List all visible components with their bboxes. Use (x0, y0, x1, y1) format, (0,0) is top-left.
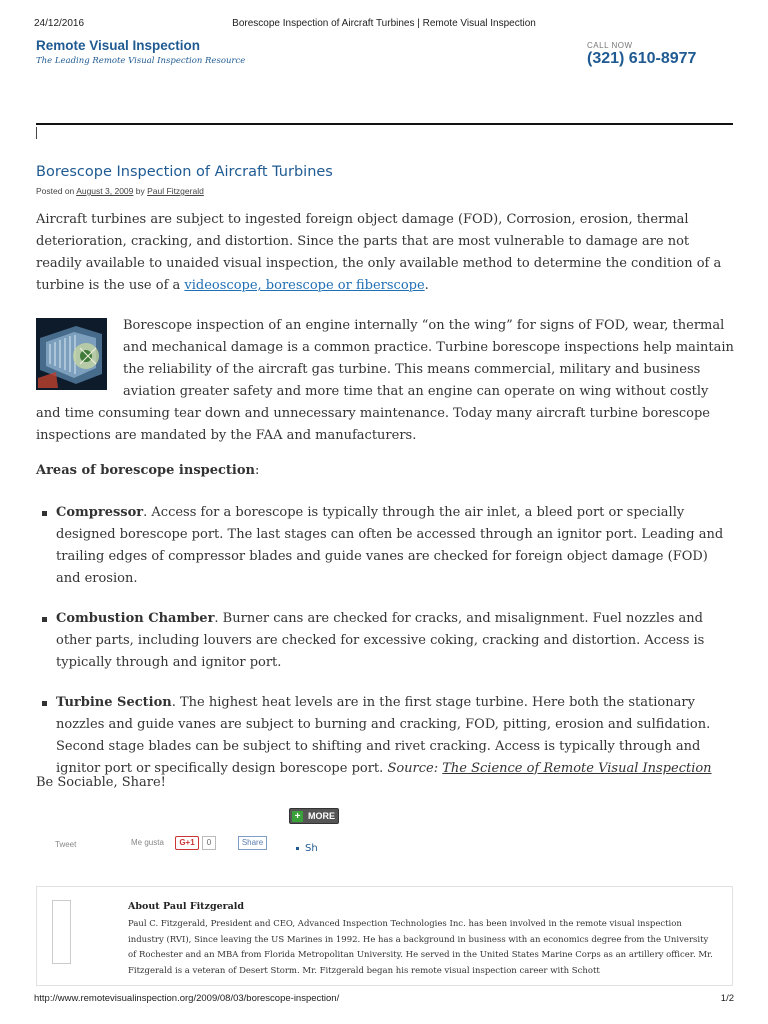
google-plus-button[interactable]: G+1 (175, 836, 199, 850)
list-item-turbine (36, 692, 736, 780)
tweet-button[interactable]: Tweet (55, 840, 77, 849)
posted-on-label: Posted on (36, 186, 75, 196)
print-footer (0, 991, 768, 1007)
bullet-term: Compressor (56, 505, 144, 520)
page-number: 1/2 (720, 993, 734, 1004)
google-plus-count: 0 (202, 836, 216, 850)
list-item-combustion (36, 608, 736, 674)
share-link[interactable] (296, 843, 318, 854)
header-divider (36, 123, 733, 125)
source-link[interactable]: The Science of Remote Visual Inspection (442, 761, 712, 776)
author-avatar (52, 900, 71, 964)
areas-heading (36, 463, 259, 478)
turbine-engine-illustration (36, 318, 107, 390)
plus-icon: + (292, 811, 303, 822)
more-label: MORE (308, 811, 335, 821)
share-button[interactable]: Share (238, 836, 267, 850)
call-now-label: CALL NOW (587, 41, 633, 50)
areas-heading-text: Areas of borescope inspection (36, 463, 255, 478)
inspection-areas-list (36, 502, 736, 798)
bullet-term: Combustion Chamber (56, 611, 215, 626)
by-label: by (135, 186, 145, 196)
intro-text: Aircraft turbines are subject to ingested foreign object damage (FOD), Corrosion, erosion, thermal deterioration, cracking, and distortion. Since the parts that are most vulnerable to damage are not readily available to unaided visual inspection, the only available method to determine the condition of a turbine is the use of a (36, 212, 722, 293)
share-link-label: Sh (305, 843, 318, 854)
bullet-marker (42, 511, 47, 516)
post-author-link[interactable]: Paul Fitzgerald (147, 186, 204, 196)
bullet-text: . Burner cans are checked for cracks, and misalignment. Fuel nozzles and other parts, including louvers are checked for excessive coking, cracking and distortion. Access is typically through and ignitor port. (56, 611, 705, 670)
text-cursor (36, 127, 37, 139)
site-tagline: The Leading Remote Visual Inspection Resource (36, 56, 246, 66)
share-buttons-row (0, 836, 768, 856)
turbine-engine-image (36, 318, 107, 390)
source-label: Source: (387, 761, 443, 776)
bullet-term: Turbine Section (56, 695, 172, 710)
on-wing-text: Borescope inspection of an engine internally “on the wing” for signs of FOD, wear, thermal and mechanical damage is a common practice. Turbine borescope inspections help maintain the reliability of the aircraft gas turbine. This means commercial, military and business aviation greater safety and more time that an engine can operate on wing without costly and time consuming tear down and unnecessary maintenance. Today many aircraft turbine borescope inspections are mandated by the FAA and manufacturers. (36, 318, 734, 443)
print-url: http://www.remotevisualinspection.org/2009/08/03/borescope-inspection/ (34, 993, 340, 1004)
print-date: 24/12/2016 (34, 18, 85, 29)
videoscope-link[interactable]: videoscope, borescope or fiberscope (184, 278, 425, 293)
bullet-marker (296, 847, 299, 850)
more-share-button[interactable] (289, 808, 339, 824)
bullet-marker (42, 701, 47, 706)
intro-period: . (424, 278, 429, 293)
author-box (36, 886, 733, 986)
site-title-link[interactable]: Remote Visual Inspection (36, 38, 201, 53)
print-document-title: Borescope Inspection of Aircraft Turbines | Remote Visual Inspection (232, 18, 536, 29)
like-button[interactable]: Me gusta (131, 838, 164, 847)
list-item-compressor (36, 502, 736, 590)
post-title-link[interactable]: Borescope Inspection of Aircraft Turbines (36, 164, 333, 180)
bullet-text: . Access for a borescope is typically through the air inlet, a bleed port or specially designed borescope port. The last stages can often be accessed through an ignitor port. Leading and trailing edges of compressor blades and guide vanes are checked for foreign object damage (FOD) and erosion. (56, 505, 724, 586)
bullet-marker (42, 617, 47, 622)
site-header (36, 38, 736, 78)
phone-number-link[interactable]: (321) 610-8977 (587, 50, 697, 67)
areas-heading-colon: : (255, 463, 260, 478)
on-wing-paragraph (36, 315, 736, 447)
post-meta (36, 186, 204, 196)
author-heading: About Paul Fitzgerald (128, 901, 245, 912)
share-prompt: Be Sociable, Share! (36, 775, 166, 790)
print-header (0, 16, 768, 32)
author-bio: Paul C. Fitzgerald, President and CEO, Advanced Inspection Technologies Inc. has been involved in the remote visual inspection industry (RVI), Since leaving the US Marines in 1992. He has a background in business with an economics degree from the University of Rochester and an MBA from Florida Metropolitan University. He served in the United States Marine Corps as an artillery officer. Mr. Fitzgerald is a veteran of Desert Storm. Mr. Fitzgerald began his remote visual inspection career with Schott (128, 919, 713, 976)
bullet-text: . The highest heat levels are in the first stage turbine. Here both the stationary nozzles and guide vanes are subject to burning and cracking, FOD, pitting, erosion and sulfidation. Second stage blades can be subject to shifting and rivet cracking. Access is typically through and ignitor port or specifically design borescope port. (56, 695, 711, 776)
intro-paragraph (36, 209, 736, 297)
post-date-link[interactable]: August 3, 2009 (76, 186, 134, 196)
